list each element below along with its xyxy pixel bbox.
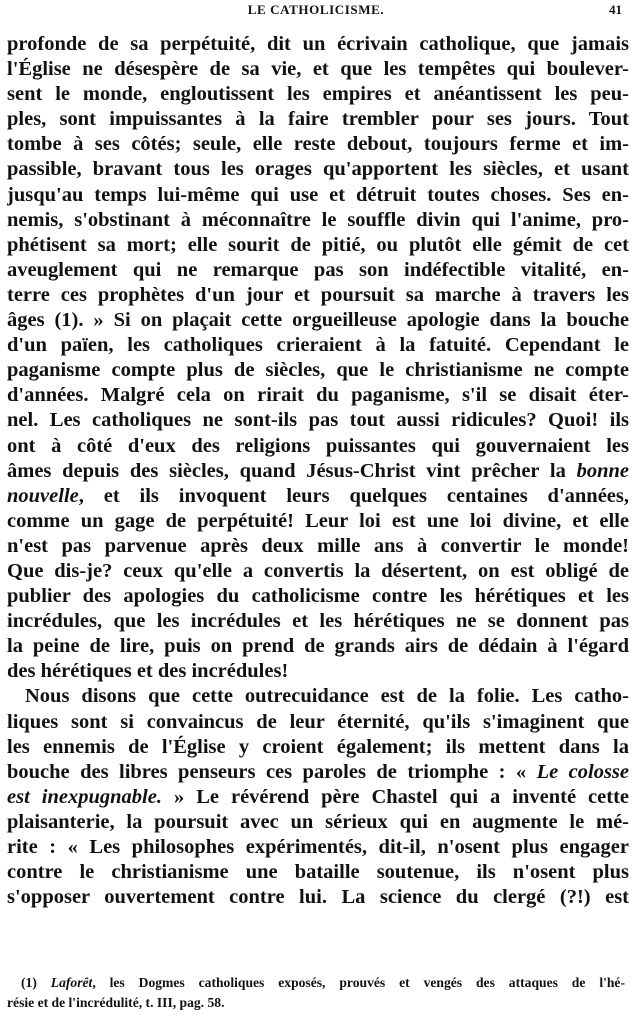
text-line: passible, bravant tous les orages qu'apportent les siècles, et usant <box>7 158 629 181</box>
text-line: paganisme compte plus de siècles, que le christianisme ne compte <box>7 359 629 382</box>
text-line: l'Église ne désespère de sa vie, et que les tempêtes qui boulever- <box>7 58 629 81</box>
text-line: nemis, s'obstinant à méconnaître le souffle divin qui l'anime, pro- <box>7 208 629 231</box>
text-line: terre ces prophètes d'un jour et poursuit sa marche à travers les <box>7 283 629 306</box>
text-line <box>7 760 629 785</box>
text-line: la peine de lire, puis on prend de grands airs de dédain à l'égard <box>7 635 629 658</box>
italic-phrase: est inexpugnable. <box>7 785 162 808</box>
text-line: tombe à ses côtés; seule, elle reste debout, toujours ferme et im- <box>7 133 629 156</box>
text-line: d'années. Malgré cela on rirait du paganisme, s'il se disait éter- <box>7 384 629 407</box>
text-line: plaisanterie, la poursuit avec un sérieux qui en augmente le mé- <box>7 810 629 833</box>
text-line: rite : « Les philosophes expérimentés, dit-il, n'osent plus engager <box>7 836 629 858</box>
body-text <box>7 32 629 910</box>
running-title: LE CATHOLICISME. <box>247 2 385 17</box>
text-line: ples, sont impuissantes à la faire trembler pour ses jours. Tout <box>7 108 629 131</box>
text-segment: » Le révérend père Chastel qui a inventé cette <box>173 785 629 808</box>
footnote-author: Laforêt <box>50 975 93 990</box>
text-line: nel. Les catholiques ne sont-ils pas tout aussi ridicules? Quoi! ils <box>7 409 629 432</box>
text-line: s'opposer ouvertement contre lui. La science du clergé (?!) est <box>7 886 629 909</box>
italic-phrase: Le colosse <box>536 760 629 783</box>
text-line: comme un gage de perpétuité! Leur loi est une loi divine, et elle <box>7 509 629 532</box>
italic-phrase: bonne <box>576 459 629 482</box>
text-line: phétisent sa mort; elle sourit de pitié, ou plutôt elle gémit de cet <box>7 233 629 256</box>
text-line: liques sont si convaincus de leur éternité, qu'ils s'imaginent que <box>7 710 629 733</box>
text-line <box>7 785 629 810</box>
text-line <box>7 484 629 509</box>
footnote-marker: (1) <box>21 975 37 990</box>
footnote-line <box>7 973 625 993</box>
text-line: âges (1). » Si on plaçait cette orgueilleuse apologie dans la bouche <box>7 309 629 332</box>
text-line: sent le monde, engloutissent les empires et anéantissent les peu- <box>7 83 629 106</box>
footnote <box>7 973 625 1013</box>
text-segment: bouche des libres penseurs ces paroles de triomphe : « <box>7 760 527 783</box>
text-line: d'un païen, les catholiques crieraient à la fatuité. Cependant le <box>7 334 629 357</box>
footnote-line: résie et de l'incrédulité, t. III, pag. 58. <box>7 995 225 1010</box>
text-segment: , les Dogmes catholiques exposés, prouvés et vengés des attaques de l'hé- <box>92 975 625 990</box>
text-line: Nous disons que cette outrecuidance est de la folie. Les catho- <box>25 685 629 708</box>
text-segment: âmes depuis des siècles, quand Jésus-Christ vint prêcher la <box>7 459 566 482</box>
text-line: publier des apologies du catholicisme contre les hérétiques et les <box>7 585 629 608</box>
text-line: jusqu'au temps lui-même qui use et détruit toutes choses. Ses en- <box>7 183 629 206</box>
text-line: Que dis-je? ceux qu'elle a convertis la désertent, on est obligé de <box>7 559 629 582</box>
text-line: les ennemis de l'Église y croient également; ils mettent dans la <box>7 735 629 758</box>
text-line: n'est pas parvenue après deux mille ans à convertir le monde! <box>7 534 629 557</box>
text-line: aveuglement qui ne remarque pas son indéfectible vitalité, en- <box>7 258 629 281</box>
text-segment: , et ils invoquent leurs quelques centaines d'années, <box>78 484 629 507</box>
text-line: des hérétiques et des incrédules! <box>7 660 289 683</box>
page-number: 41 <box>609 2 622 17</box>
text-line <box>7 459 629 484</box>
italic-phrase: nouvelle <box>7 484 79 507</box>
text-line: ont à côté d'eux des religions puissantes qui gouvernaient les <box>7 434 629 457</box>
text-line: profonde de sa perpétuité, dit un écrivain catholique, que jamais <box>7 33 629 55</box>
text-line: incrédules, que les incrédules et les hérétiques ne se donnent pas <box>7 610 629 633</box>
running-head <box>0 1 632 21</box>
text-line: contre le christianisme une bataille soutenue, ils n'osent plus <box>7 861 629 884</box>
